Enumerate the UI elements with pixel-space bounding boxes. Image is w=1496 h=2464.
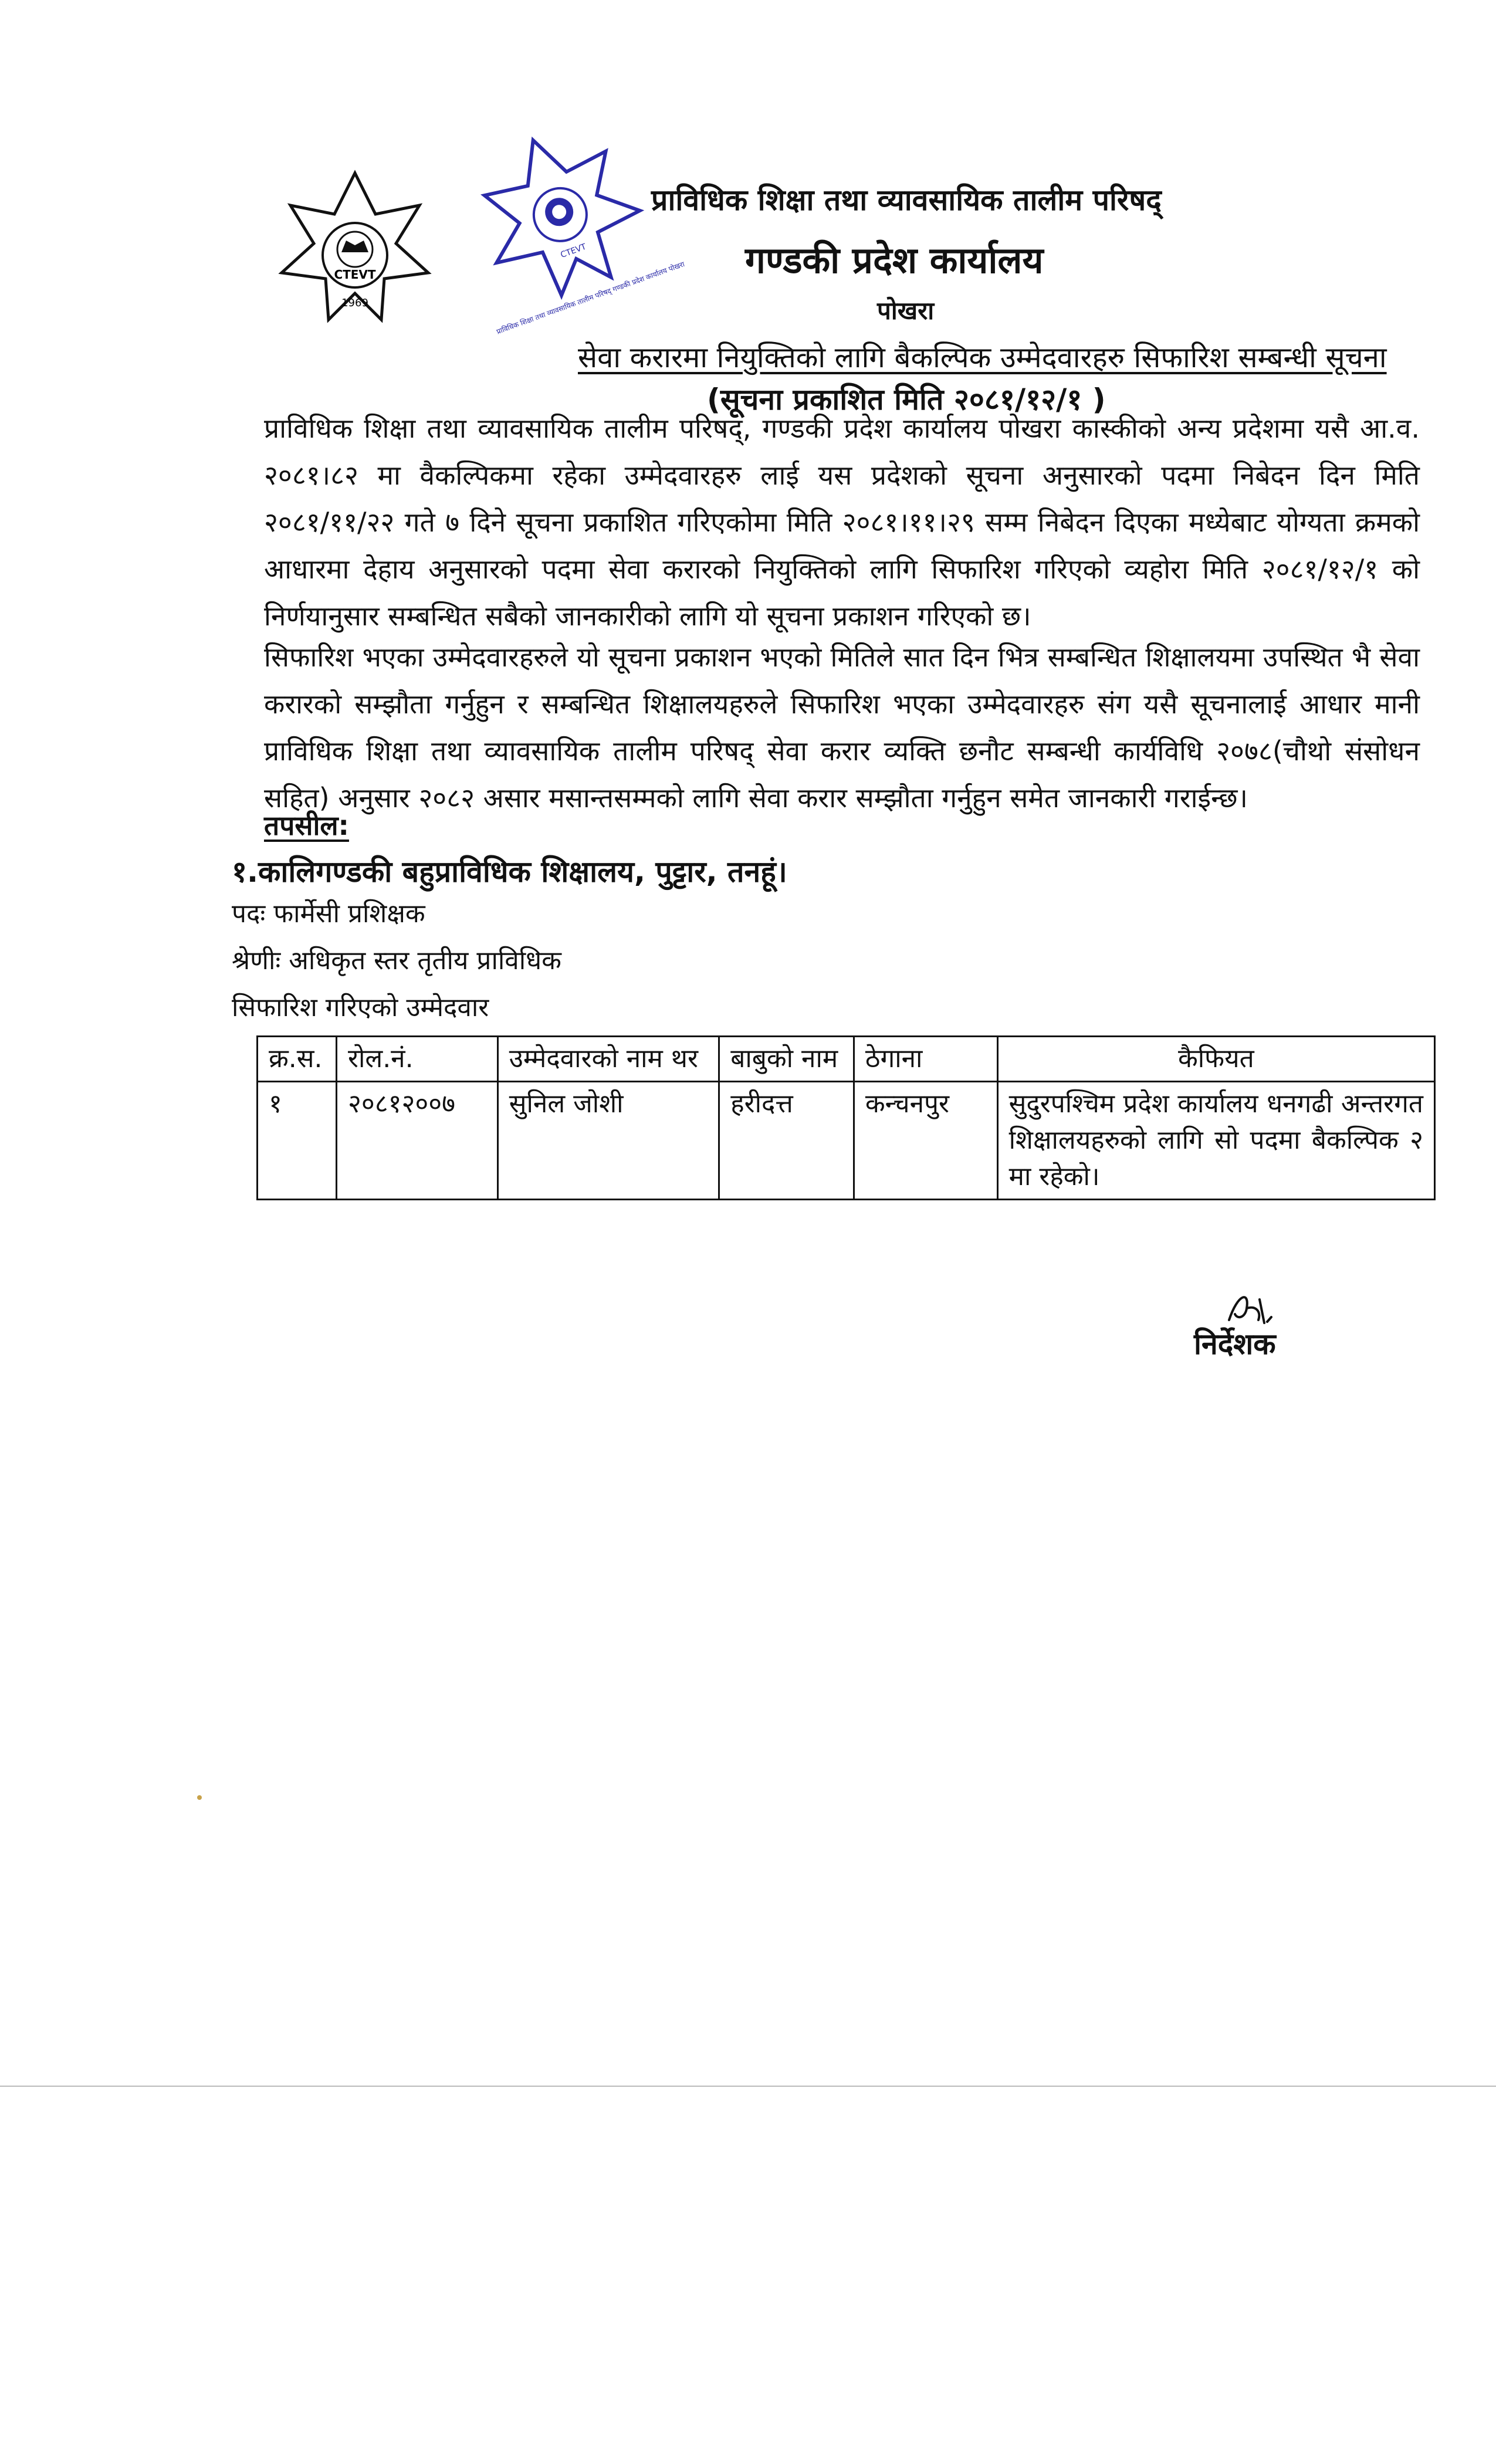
svg-text:CTEVT: CTEVT bbox=[559, 242, 588, 260]
col-header-sn: क्र.स. bbox=[258, 1037, 337, 1082]
cell-name: सुनिल जोशी bbox=[497, 1082, 719, 1200]
notice-title: सेवा करारमा नियुक्तिको लागि बैकल्पिक उम्मेदवारहरु सिफारिश सम्बन्धी सूचना bbox=[578, 341, 1387, 374]
school-name: १.कालिगण्डकी बहुप्राविधिक शिक्षालय, पुट्टार, तनहूं। bbox=[232, 855, 787, 889]
svg-text:1969: 1969 bbox=[341, 297, 368, 309]
recommended-label: सिफारिश गरिएको उम्मेदवार bbox=[232, 993, 489, 1023]
svg-text:प्राविधिक शिक्षा तथा व्यावसायि: प्राविधिक शिक्षा तथा व्यावसायिक तालीम परिषद् गण्डकी प्रदेश कार्यालय पोखरा bbox=[495, 260, 686, 336]
scan-edge-line bbox=[0, 2086, 1496, 2087]
cell-remarks: सुदुरपश्चिम प्रदेश कार्यालय धनगढी अन्तरगत शिक्षालयहरुको लागि सो पदमा बैकल्पिक २ मा रहेको। bbox=[997, 1082, 1434, 1200]
office-seal-logo bbox=[469, 129, 686, 336]
post-line: पदः फार्मेसी प्रशिक्षक bbox=[232, 899, 425, 929]
level-line: श्रेणीः अधिकृत स्तर तृतीय प्राविधिक bbox=[232, 946, 561, 976]
ctevt-logo bbox=[276, 170, 434, 340]
notice-paragraph-1: प्राविधिक शिक्षा तथा व्यावसायिक तालीम परिषद्, गण्डकी प्रदेश कार्यालय पोखरा कास्कीको अन्य प्रदेशमा यसै आ.व. २०८१।८२ मा वैकल्पिकमा रहेका उम्मेदवारहरु लाई यस प्रदेशको सूचना अनुसारको पदमा निबेदन दिन मिति २०८१/११/२२ गते ७ दिने सूचना प्रकाशित गरिएकोमा मिति २०८१।११।२९ सम्म निबेदन दिएका मध्येबाट योग्यता क्रमको आधारमा देहाय अनुसारको पदमा सेवा करारको नियुक्तिको लागि सिफारिश गरिएको व्यहोरा मिति २०८१/१२/१ को निर्णयानुसार सम्बन्धित सबैको जानकारीको लागि यो सूचना प्रकाशन गरिएको छ। bbox=[264, 412, 1420, 632]
city-name: पोखरा bbox=[877, 296, 935, 325]
col-header-roll: रोल.नं. bbox=[336, 1037, 497, 1082]
details-heading: तपसील: bbox=[264, 810, 349, 841]
cell-sn: १ bbox=[258, 1082, 337, 1200]
signatory-title: निर्देशक bbox=[1194, 1327, 1276, 1361]
notice-paragraph-2: सिफारिश भएका उम्मेदवारहरुले यो सूचना प्रकाशन भएको मितिले सात दिन भित्र सम्बन्धित शिक्षालयमा उपस्थित भै सेवा करारको सम्झौता गर्नुहुन र सम्बन्धित शिक्षालयहरुले सिफारिश भएका उम्मेदवारहरु संग यसै सूचनालाई आधार मानी प्राविधिक शिक्षा तथा व्यावसायिक तालीम परिषद् सेवा करार व्यक्ति छनौट सम्बन्धी कार्यविधि २०७८(चौथो संसोधन सहित) अनुसार २०८२ असार मसान्तसम्मको लागि सेवा करार सम्झौता गर्नुहुन समेत जानकारी गराईन्छ। bbox=[264, 641, 1420, 814]
col-header-remarks: कैफियत bbox=[997, 1037, 1434, 1082]
table-row bbox=[258, 1082, 1435, 1200]
col-header-father: बाबुको नाम bbox=[719, 1037, 854, 1082]
col-header-address: ठेगाना bbox=[854, 1037, 997, 1082]
cell-roll: २०८१२००७ bbox=[336, 1082, 497, 1200]
cell-address: कन्चनपुर bbox=[854, 1082, 997, 1200]
table-header-row bbox=[258, 1037, 1435, 1082]
svg-text:CTEVT: CTEVT bbox=[334, 268, 376, 282]
scan-speck bbox=[197, 1795, 202, 1800]
candidate-table bbox=[256, 1035, 1436, 1200]
cell-father: हरीदत्त bbox=[719, 1082, 854, 1200]
org-name: प्राविधिक शिक्षा तथा व्यावसायिक तालीम परिषद् bbox=[651, 183, 1162, 217]
col-header-name: उम्मेदवारको नाम थर bbox=[497, 1037, 719, 1082]
published-date: (सूचना प्रकाशित मिति २०८१/१२/१ ) bbox=[707, 383, 1106, 417]
office-name: गण्डकी प्रदेश कार्यालय bbox=[745, 239, 1044, 282]
